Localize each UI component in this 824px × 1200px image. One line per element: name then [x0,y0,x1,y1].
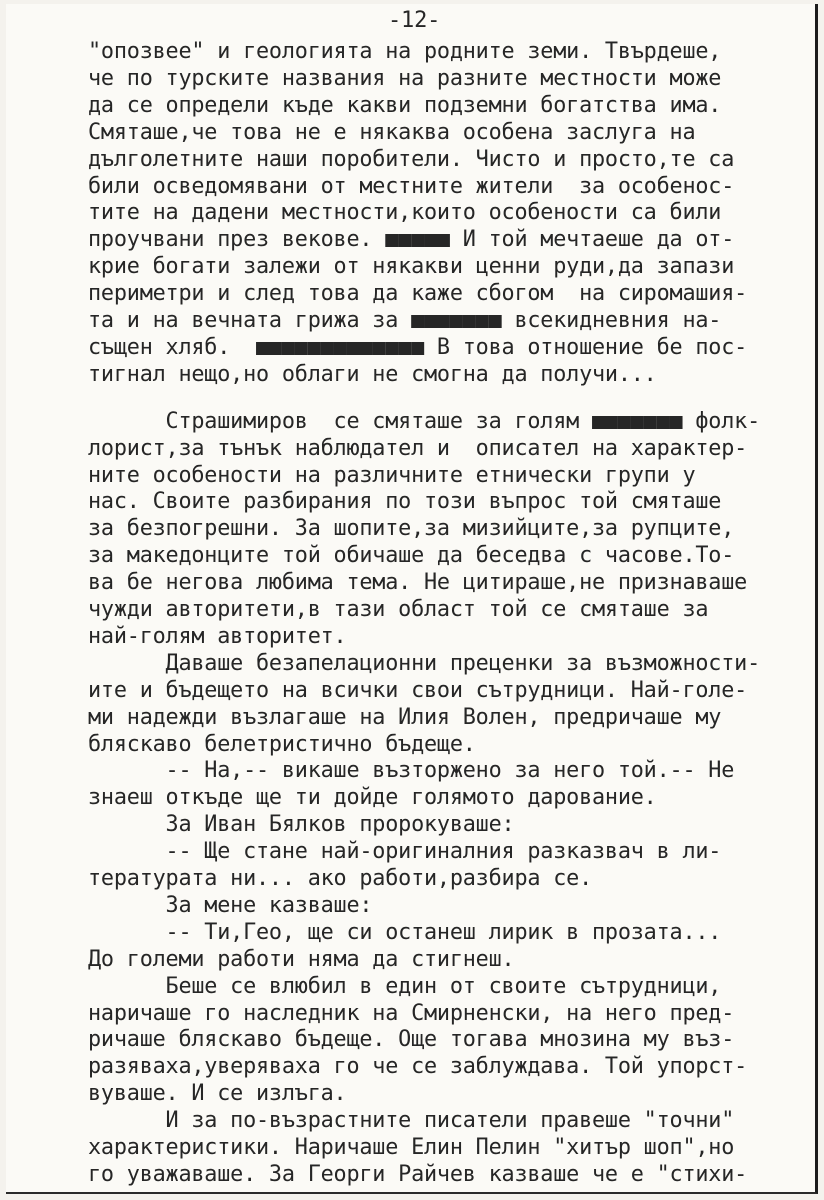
text-line: ва бе негова любима тема. Не цитираше,не признаваше [88,570,748,596]
text-line: Смяташе,че това не е някаква особена заслуга на [88,119,696,145]
text-line: лорист,за тънък наблюдател и описател на характер- [88,435,748,461]
text-line: нас. Своите разбирания по този въпрос той смяташе [88,489,722,515]
text-line: вуваше. И се излъга. [88,1081,347,1107]
text-line: чужди авторитети,в тази област той се смяташе за [88,597,709,623]
text-line: И за по-възрастните писатели правеше "точни" [88,1108,735,1134]
text-line: проучвани през векове. ■■■■■ И той мечтаеше да от- [88,227,735,253]
text-line: че по турските названия на разните местности може [88,65,722,91]
text-line: -- Ще стане най-оригиналния разказвач в ли- [88,839,722,865]
text-line: Страшимиров се смяташе за голям ■■■■■■■ фолк- [88,408,760,434]
text-line: за македонците той обичаше да беседва с часове.То- [88,543,735,569]
text-line: крие богати залежи от някакви ценни руди,да запази [88,254,735,280]
text-line: До големи работи няма да стигнеш. [88,946,515,972]
text-line: периметри и след това да каже сбогом на сиромашия- [88,281,748,307]
text-line: тигнал нещо,но облаги не смогна да получи... [88,361,657,387]
text-line: същен хляб. ■■■■■■■■■■■■■ В това отношение бе пос- [88,334,748,360]
text-line: бляскаво белетристично бъдеще. [88,731,476,757]
text-line: За Иван Бялков пророкуваше: [88,812,515,838]
text-line: ите и бъдещето на всички свои сътрудници. Най-голе- [88,677,748,703]
text-line: били осведомявани от местните жители за особенос- [88,173,735,199]
text-line: -- Ти,Гео, ще си останеш лирик в прозата... [88,919,722,945]
text-line: -- На,-- викаше възторжено за него той.-- Не [88,758,735,784]
text-line: ричаше бляскаво бъдеще. Още тогава мнозина му въз- [88,1027,735,1053]
text-line: разяваха,уверяваха го че се заблуждава. Той упорст- [88,1054,748,1080]
text-line: та и на вечната грижа за ■■■■■■■ всекидневния на- [88,308,722,334]
text-line: наричаше го наследник на Смирненски, на него пред- [88,1000,735,1026]
text-line: за безпогрешни. За шопите,за мизийците,за рупците, [88,516,735,542]
text-line: За мене казваше: [88,892,373,918]
text-line: знаеш откъде ще ти дойде голямото дарование. [88,785,657,811]
text-line: дълголетните наши поробители. Чисто и просто,те са [88,146,735,172]
text-line: Беше се влюбил в един от своите сътрудници, [88,973,722,999]
text-line: го уважаваше. За Георги Райчев казваше че е "стихи- [88,1162,748,1187]
text-line: ми надежди възлагаше на Илия Волен, предричаше му [88,704,722,730]
text-line: Даваше безапелационни преценки за възможности- [88,650,760,676]
text-line: характеристики. Наричаше Елин Пелин "хитър шоп",но [88,1135,735,1161]
text-line: да се определи къде какви подземни богатства има. [88,92,722,118]
page-number: -12- [388,8,441,33]
text-line: тите на дадени местности,които особености са били [88,200,722,226]
text-line: тературата ни... ако работи,разбира се. [88,866,592,892]
text-line: най-голям авторитет. [88,623,347,649]
text-line: "опозвее" и геологията на родните земи. Твърдеше, [88,39,722,64]
text-line: ните особености на различните етнически групи у [88,462,696,488]
